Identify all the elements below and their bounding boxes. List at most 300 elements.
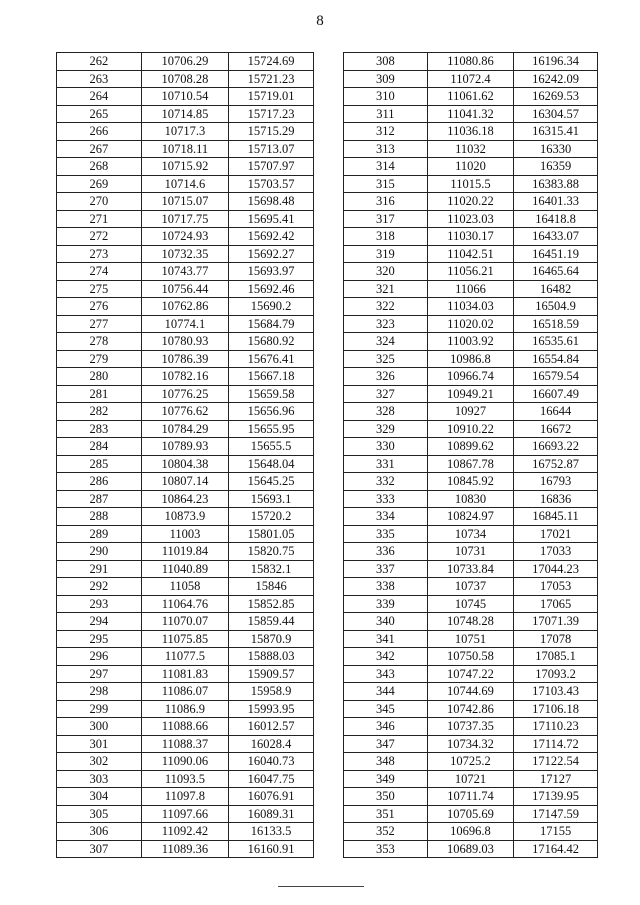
- table-row: [344, 525, 598, 543]
- point-number-cell: 262: [57, 53, 142, 71]
- point-number-cell: 310: [344, 88, 428, 106]
- y-coordinate-cell: 16160.91: [229, 840, 314, 858]
- table-row: [344, 105, 598, 123]
- y-coordinate-cell: 15724.69: [229, 53, 314, 71]
- x-coordinate-cell: 10780.93: [141, 333, 228, 351]
- y-coordinate-cell: 15693.97: [229, 263, 314, 281]
- y-coordinate-cell: 16401.33: [514, 193, 598, 211]
- x-coordinate-cell: 11020: [427, 158, 513, 176]
- x-coordinate-cell: 10745: [427, 595, 513, 613]
- y-coordinate-cell: 17053: [514, 578, 598, 596]
- table-row: [344, 350, 598, 368]
- x-coordinate-cell: 11097.66: [141, 805, 228, 823]
- y-coordinate-cell: 17139.95: [514, 788, 598, 806]
- point-number-cell: 293: [57, 595, 142, 613]
- table-row: [344, 805, 598, 823]
- point-number-cell: 273: [57, 245, 142, 263]
- point-number-cell: 269: [57, 175, 142, 193]
- table-row: [57, 140, 314, 158]
- y-coordinate-cell: 17103.43: [514, 683, 598, 701]
- point-number-cell: 321: [344, 280, 428, 298]
- y-coordinate-cell: 15909.57: [229, 665, 314, 683]
- point-number-cell: 342: [344, 648, 428, 666]
- x-coordinate-cell: 11020.22: [427, 193, 513, 211]
- table-row: [344, 53, 598, 71]
- x-coordinate-cell: 10724.93: [141, 228, 228, 246]
- y-coordinate-cell: 15717.23: [229, 105, 314, 123]
- point-number-cell: 349: [344, 770, 428, 788]
- page-number: 8: [316, 13, 324, 29]
- table-row: [344, 123, 598, 141]
- x-coordinate-cell: 10789.93: [141, 438, 228, 456]
- point-number-cell: 278: [57, 333, 142, 351]
- y-coordinate-cell: 17164.42: [514, 840, 598, 858]
- y-coordinate-cell: 17021: [514, 525, 598, 543]
- table-row: [57, 700, 314, 718]
- table-row: [57, 350, 314, 368]
- x-coordinate-cell: 10743.77: [141, 263, 228, 281]
- x-coordinate-cell: 11072.4: [427, 70, 513, 88]
- table-row: [57, 70, 314, 88]
- point-number-cell: 303: [57, 770, 142, 788]
- table-row: [57, 420, 314, 438]
- y-coordinate-cell: 16465.64: [514, 263, 598, 281]
- x-coordinate-cell: 11064.76: [141, 595, 228, 613]
- point-number-cell: 264: [57, 88, 142, 106]
- y-coordinate-cell: 15648.04: [229, 455, 314, 473]
- y-coordinate-cell: 16359: [514, 158, 598, 176]
- point-number-cell: 346: [344, 718, 428, 736]
- y-coordinate-cell: 16433.07: [514, 228, 598, 246]
- x-coordinate-cell: 10734.32: [427, 735, 513, 753]
- y-coordinate-cell: 17106.18: [514, 700, 598, 718]
- y-coordinate-cell: 17078: [514, 630, 598, 648]
- point-number-cell: 294: [57, 613, 142, 631]
- point-number-cell: 314: [344, 158, 428, 176]
- table-row: [344, 473, 598, 491]
- point-number-cell: 268: [57, 158, 142, 176]
- y-coordinate-cell: 16845.11: [514, 508, 598, 526]
- point-number-cell: 272: [57, 228, 142, 246]
- table-row: [57, 473, 314, 491]
- table-row: [344, 648, 598, 666]
- y-coordinate-cell: 15655.95: [229, 420, 314, 438]
- x-coordinate-cell: 10774.1: [141, 315, 228, 333]
- point-number-cell: 308: [344, 53, 428, 71]
- x-coordinate-cell: 10751: [427, 630, 513, 648]
- point-number-cell: 344: [344, 683, 428, 701]
- table-row: [344, 315, 598, 333]
- y-coordinate-cell: 15659.58: [229, 385, 314, 403]
- point-number-cell: 336: [344, 543, 428, 561]
- point-number-cell: 323: [344, 315, 428, 333]
- x-coordinate-cell: 10747.22: [427, 665, 513, 683]
- x-coordinate-cell: 11019.84: [141, 543, 228, 561]
- y-coordinate-cell: 16133.5: [229, 823, 314, 841]
- x-coordinate-cell: 10784.29: [141, 420, 228, 438]
- point-number-cell: 281: [57, 385, 142, 403]
- x-coordinate-cell: 11061.62: [427, 88, 513, 106]
- x-coordinate-cell: 11015.5: [427, 175, 513, 193]
- point-number-cell: 306: [57, 823, 142, 841]
- x-coordinate-cell: 10725.2: [427, 753, 513, 771]
- table-row: [344, 560, 598, 578]
- point-number-cell: 267: [57, 140, 142, 158]
- y-coordinate-cell: 15993.95: [229, 700, 314, 718]
- y-coordinate-cell: 16451.19: [514, 245, 598, 263]
- y-coordinate-cell: 16752.87: [514, 455, 598, 473]
- x-coordinate-cell: 10715.92: [141, 158, 228, 176]
- x-coordinate-cell: 11090.06: [141, 753, 228, 771]
- x-coordinate-cell: 11075.85: [141, 630, 228, 648]
- y-coordinate-cell: 15698.48: [229, 193, 314, 211]
- table-row: [344, 840, 598, 858]
- x-coordinate-cell: 10867.78: [427, 455, 513, 473]
- x-coordinate-cell: 10706.29: [141, 53, 228, 71]
- point-number-cell: 275: [57, 280, 142, 298]
- table-row: [57, 385, 314, 403]
- y-coordinate-cell: 15703.57: [229, 175, 314, 193]
- y-coordinate-cell: 15870.9: [229, 630, 314, 648]
- table-row: [57, 158, 314, 176]
- point-number-cell: 316: [344, 193, 428, 211]
- point-number-cell: 297: [57, 665, 142, 683]
- table-row: [57, 455, 314, 473]
- point-number-cell: 265: [57, 105, 142, 123]
- y-coordinate-cell: 17114.72: [514, 735, 598, 753]
- x-coordinate-cell: 10927: [427, 403, 513, 421]
- x-coordinate-cell: 11056.21: [427, 263, 513, 281]
- table-row: [57, 280, 314, 298]
- table-row: [344, 665, 598, 683]
- table-row: [344, 403, 598, 421]
- table-row: [57, 490, 314, 508]
- point-number-cell: 333: [344, 490, 428, 508]
- y-coordinate-cell: 16242.09: [514, 70, 598, 88]
- point-number-cell: 271: [57, 210, 142, 228]
- point-number-cell: 329: [344, 420, 428, 438]
- table-row: [344, 245, 598, 263]
- table-row: [57, 718, 314, 736]
- table-row: [344, 700, 598, 718]
- point-number-cell: 327: [344, 385, 428, 403]
- x-coordinate-cell: 10776.62: [141, 403, 228, 421]
- x-coordinate-cell: 10949.21: [427, 385, 513, 403]
- table-row: [57, 665, 314, 683]
- x-coordinate-cell: 11003: [141, 525, 228, 543]
- y-coordinate-cell: 16089.31: [229, 805, 314, 823]
- x-coordinate-cell: 10717.3: [141, 123, 228, 141]
- y-coordinate-cell: 16579.54: [514, 368, 598, 386]
- x-coordinate-cell: 10708.28: [141, 70, 228, 88]
- table-row: [57, 648, 314, 666]
- x-coordinate-cell: 10845.92: [427, 473, 513, 491]
- point-number-cell: 288: [57, 508, 142, 526]
- y-coordinate-cell: 15667.18: [229, 368, 314, 386]
- table-row: [344, 683, 598, 701]
- y-coordinate-cell: 15852.85: [229, 595, 314, 613]
- table-row: [344, 613, 598, 631]
- table-row: [57, 403, 314, 421]
- y-coordinate-cell: 15656.96: [229, 403, 314, 421]
- x-coordinate-cell: 10710.54: [141, 88, 228, 106]
- point-number-cell: 304: [57, 788, 142, 806]
- table-row: [57, 315, 314, 333]
- y-coordinate-cell: 15713.07: [229, 140, 314, 158]
- x-coordinate-cell: 10718.11: [141, 140, 228, 158]
- y-coordinate-cell: 15695.41: [229, 210, 314, 228]
- x-coordinate-cell: 10696.8: [427, 823, 513, 841]
- table-body-left: [57, 53, 314, 858]
- y-coordinate-cell: 15715.29: [229, 123, 314, 141]
- point-number-cell: 289: [57, 525, 142, 543]
- x-coordinate-cell: 10807.14: [141, 473, 228, 491]
- table-row: [57, 543, 314, 561]
- table-row: [57, 823, 314, 841]
- y-coordinate-cell: 17110.23: [514, 718, 598, 736]
- table-row: [344, 788, 598, 806]
- x-coordinate-cell: 10873.9: [141, 508, 228, 526]
- y-coordinate-cell: 15888.03: [229, 648, 314, 666]
- point-number-cell: 284: [57, 438, 142, 456]
- x-coordinate-cell: 11030.17: [427, 228, 513, 246]
- point-number-cell: 324: [344, 333, 428, 351]
- table-row: [57, 368, 314, 386]
- point-number-cell: 286: [57, 473, 142, 491]
- y-coordinate-cell: 17033: [514, 543, 598, 561]
- y-coordinate-cell: 16836: [514, 490, 598, 508]
- table-row: [344, 175, 598, 193]
- table-row: [344, 630, 598, 648]
- table-row: [57, 123, 314, 141]
- y-coordinate-cell: 15721.23: [229, 70, 314, 88]
- point-number-cell: 339: [344, 595, 428, 613]
- x-coordinate-cell: 11086.9: [141, 700, 228, 718]
- y-coordinate-cell: 17044.23: [514, 560, 598, 578]
- table-row: [57, 595, 314, 613]
- x-coordinate-cell: 10899.62: [427, 438, 513, 456]
- x-coordinate-cell: 10824.97: [427, 508, 513, 526]
- y-coordinate-cell: 16607.49: [514, 385, 598, 403]
- x-coordinate-cell: 10731: [427, 543, 513, 561]
- y-coordinate-cell: 16047.75: [229, 770, 314, 788]
- y-coordinate-cell: 16504.9: [514, 298, 598, 316]
- y-coordinate-cell: 16418.8: [514, 210, 598, 228]
- table-row: [344, 368, 598, 386]
- x-coordinate-cell: 11081.83: [141, 665, 228, 683]
- x-coordinate-cell: 11077.5: [141, 648, 228, 666]
- table-row: [344, 508, 598, 526]
- y-coordinate-cell: 17085.1: [514, 648, 598, 666]
- point-number-cell: 338: [344, 578, 428, 596]
- x-coordinate-cell: 10737.35: [427, 718, 513, 736]
- y-coordinate-cell: 16554.84: [514, 350, 598, 368]
- y-coordinate-cell: 17155: [514, 823, 598, 841]
- table-row: [344, 578, 598, 596]
- x-coordinate-cell: 10910.22: [427, 420, 513, 438]
- y-coordinate-cell: 16482: [514, 280, 598, 298]
- table-row: [57, 210, 314, 228]
- table-row: [344, 595, 598, 613]
- point-number-cell: 332: [344, 473, 428, 491]
- x-coordinate-cell: 10750.58: [427, 648, 513, 666]
- y-coordinate-cell: 15720.2: [229, 508, 314, 526]
- x-coordinate-cell: 10804.38: [141, 455, 228, 473]
- y-coordinate-cell: 16383.88: [514, 175, 598, 193]
- point-number-cell: 287: [57, 490, 142, 508]
- x-coordinate-cell: 11023.03: [427, 210, 513, 228]
- table-row: [344, 735, 598, 753]
- table-row: [344, 158, 598, 176]
- point-number-cell: 299: [57, 700, 142, 718]
- x-coordinate-cell: 10721: [427, 770, 513, 788]
- y-coordinate-cell: 15655.5: [229, 438, 314, 456]
- point-number-cell: 322: [344, 298, 428, 316]
- y-coordinate-cell: 17147.59: [514, 805, 598, 823]
- x-coordinate-cell: 11093.5: [141, 770, 228, 788]
- point-number-cell: 300: [57, 718, 142, 736]
- x-coordinate-cell: 11040.89: [141, 560, 228, 578]
- table-row: [57, 228, 314, 246]
- y-coordinate-cell: 15692.27: [229, 245, 314, 263]
- table-row: [344, 228, 598, 246]
- y-coordinate-cell: 16076.91: [229, 788, 314, 806]
- table-row: [57, 753, 314, 771]
- table-row: [344, 193, 598, 211]
- y-coordinate-cell: 15958.9: [229, 683, 314, 701]
- x-coordinate-cell: 10737: [427, 578, 513, 596]
- point-number-cell: 276: [57, 298, 142, 316]
- y-coordinate-cell: 15692.42: [229, 228, 314, 246]
- y-coordinate-cell: 16028.4: [229, 735, 314, 753]
- point-number-cell: 334: [344, 508, 428, 526]
- point-number-cell: 280: [57, 368, 142, 386]
- table-row: [57, 333, 314, 351]
- y-coordinate-cell: 17065: [514, 595, 598, 613]
- point-number-cell: 326: [344, 368, 428, 386]
- footer-rule: [278, 886, 364, 887]
- x-coordinate-cell: 11088.66: [141, 718, 228, 736]
- point-number-cell: 266: [57, 123, 142, 141]
- x-coordinate-cell: 10742.86: [427, 700, 513, 718]
- y-coordinate-cell: 15693.1: [229, 490, 314, 508]
- point-number-cell: 295: [57, 630, 142, 648]
- y-coordinate-cell: 15690.2: [229, 298, 314, 316]
- table-row: [57, 788, 314, 806]
- table-row: [344, 420, 598, 438]
- table-row: [57, 613, 314, 631]
- point-number-cell: 301: [57, 735, 142, 753]
- point-number-cell: 348: [344, 753, 428, 771]
- table-row: [57, 193, 314, 211]
- x-coordinate-cell: 11020.02: [427, 315, 513, 333]
- point-number-cell: 337: [344, 560, 428, 578]
- table-row: [57, 840, 314, 858]
- y-coordinate-cell: 16535.61: [514, 333, 598, 351]
- point-number-cell: 277: [57, 315, 142, 333]
- y-coordinate-cell: 16012.57: [229, 718, 314, 736]
- x-coordinate-cell: 11086.07: [141, 683, 228, 701]
- point-number-cell: 274: [57, 263, 142, 281]
- x-coordinate-cell: 10714.6: [141, 175, 228, 193]
- table-row: [57, 683, 314, 701]
- x-coordinate-cell: 10756.44: [141, 280, 228, 298]
- y-coordinate-cell: 16693.22: [514, 438, 598, 456]
- x-coordinate-cell: 11089.36: [141, 840, 228, 858]
- table-row: [344, 455, 598, 473]
- x-coordinate-cell: 11058: [141, 578, 228, 596]
- table-row: [344, 823, 598, 841]
- table-row: [57, 525, 314, 543]
- table-row: [344, 718, 598, 736]
- x-coordinate-cell: 11003.92: [427, 333, 513, 351]
- table-row: [57, 630, 314, 648]
- y-coordinate-cell: 16330: [514, 140, 598, 158]
- x-coordinate-cell: 10776.25: [141, 385, 228, 403]
- point-number-cell: 311: [344, 105, 428, 123]
- x-coordinate-cell: 10966.74: [427, 368, 513, 386]
- point-number-cell: 330: [344, 438, 428, 456]
- table-row: [344, 385, 598, 403]
- y-coordinate-cell: 15645.25: [229, 473, 314, 491]
- point-number-cell: 263: [57, 70, 142, 88]
- point-number-cell: 285: [57, 455, 142, 473]
- point-number-cell: 282: [57, 403, 142, 421]
- y-coordinate-cell: 16304.57: [514, 105, 598, 123]
- table-row: [57, 508, 314, 526]
- point-number-cell: 328: [344, 403, 428, 421]
- point-number-cell: 309: [344, 70, 428, 88]
- point-number-cell: 325: [344, 350, 428, 368]
- y-coordinate-cell: 15676.41: [229, 350, 314, 368]
- y-coordinate-cell: 15684.79: [229, 315, 314, 333]
- x-coordinate-cell: 10762.86: [141, 298, 228, 316]
- table-row: [344, 210, 598, 228]
- point-number-cell: 283: [57, 420, 142, 438]
- point-number-cell: 340: [344, 613, 428, 631]
- x-coordinate-cell: 10733.84: [427, 560, 513, 578]
- x-coordinate-cell: 11036.18: [427, 123, 513, 141]
- y-coordinate-cell: 17127: [514, 770, 598, 788]
- table-row: [57, 770, 314, 788]
- point-number-cell: 290: [57, 543, 142, 561]
- point-number-cell: 302: [57, 753, 142, 771]
- y-coordinate-cell: 15859.44: [229, 613, 314, 631]
- table-row: [57, 245, 314, 263]
- table-row: [344, 298, 598, 316]
- table-row: [57, 438, 314, 456]
- x-coordinate-cell: 11032: [427, 140, 513, 158]
- x-coordinate-cell: 10986.8: [427, 350, 513, 368]
- table-row: [57, 298, 314, 316]
- table-row: [344, 88, 598, 106]
- y-coordinate-cell: 16644: [514, 403, 598, 421]
- y-coordinate-cell: 15707.97: [229, 158, 314, 176]
- y-coordinate-cell: 17122.54: [514, 753, 598, 771]
- table-row: [344, 333, 598, 351]
- table-row: [57, 53, 314, 71]
- x-coordinate-cell: 10732.35: [141, 245, 228, 263]
- point-number-cell: 320: [344, 263, 428, 281]
- y-coordinate-cell: 16315.41: [514, 123, 598, 141]
- table-row: [344, 140, 598, 158]
- x-coordinate-cell: 10864.23: [141, 490, 228, 508]
- x-coordinate-cell: 11088.37: [141, 735, 228, 753]
- y-coordinate-cell: 16672: [514, 420, 598, 438]
- point-number-cell: 312: [344, 123, 428, 141]
- table-row: [344, 770, 598, 788]
- table-row: [57, 805, 314, 823]
